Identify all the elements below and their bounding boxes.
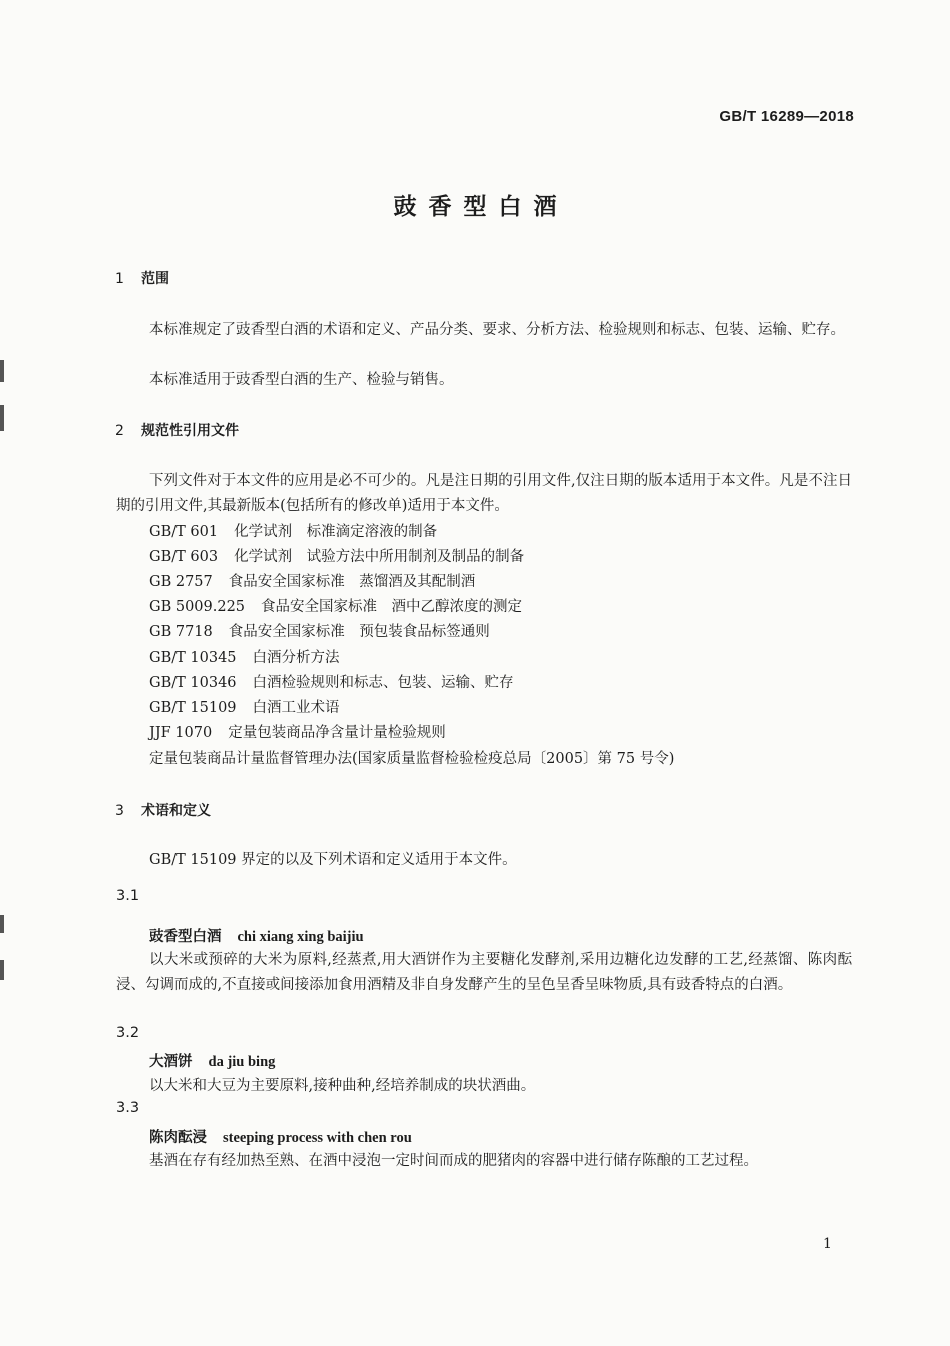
scope-paragraph-1: 本标准规定了豉香型白酒的术语和定义、产品分类、要求、分析方法、检验规则和标志、包装、运输、贮存。 [149,322,845,338]
page-number: 1 [823,1236,832,1252]
section-number: 1 [115,271,124,287]
clause-number: 3.1 [116,888,140,904]
reference-item: GB/T 10346 白酒检验规则和标志、包装、运输、贮存 [149,675,514,691]
term-heading: 豉香型白酒 chi xiang xing baijiu [149,929,364,945]
term-heading: 陈肉酝浸 steeping process with chen rou [149,1130,412,1146]
section-title: 规范性引用文件 [141,423,239,439]
term-definition: 以大米或预碎的大米为原料,经蒸煮,用大酒饼作为主要糖化发酵剂,采用边糖化边发酵的工艺,经蒸馏、陈肉酝浸、勾调而成的,不直接或间接添加食用酒精及非自身发酵产生的呈色呈香呈味物质,具有豉香特点的白酒。 [116,952,852,993]
section-title: 术语和定义 [141,803,211,819]
section-heading-normative-references [115,420,239,440]
reference-item: GB 2757 食品安全国家标准 蒸馏酒及其配制酒 [149,574,476,590]
standard-number: GB/T 16289—2018 [719,108,854,125]
section-heading-terms-definitions [115,800,211,820]
section-number: 3 [115,803,124,819]
reference-item: JJF 1070 定量包装商品净含量计量检验规则 [149,725,446,741]
document-title: 豉香型白酒 [393,194,569,220]
scan-edge-mark [0,915,4,933]
references-intro: 下列文件对于本文件的应用是必不可少的。凡是注日期的引用文件,仅注日期的版本适用于本文件。凡是不注日期的引用文件,其最新版本(包括所有的修改单)适用于本文件。 [116,473,852,514]
clause-number: 3.3 [116,1100,140,1116]
term-heading: 大酒饼 da jiu bing [149,1054,276,1070]
term-definition: 基酒在存有经加热至熟、在酒中浸泡一定时间而成的肥猪肉的容器中进行储存陈酿的工艺过程。 [149,1153,758,1169]
reference-item: GB 5009.225 食品安全国家标准 酒中乙醇浓度的测定 [149,599,523,615]
scope-paragraph-2: 本标准适用于豉香型白酒的生产、检验与销售。 [149,372,454,388]
reference-item: GB/T 601 化学试剂 标准滴定溶液的制备 [149,524,438,540]
section-title: 范围 [141,271,169,287]
reference-item: GB/T 15109 白酒工业术语 [149,700,340,716]
scan-edge-mark [0,960,4,980]
scan-edge-mark [0,360,4,382]
scan-edge-mark [0,405,4,431]
section-heading-scope [115,268,169,288]
clause-number: 3.2 [116,1025,140,1041]
section-number: 2 [115,423,124,439]
term-definition: 以大米和大豆为主要原料,接种曲种,经培养制成的块状酒曲。 [149,1078,536,1094]
reference-item: 定量包装商品计量监督管理办法(国家质量监督检验检疫总局〔2005〕第 75 号令) [149,751,675,767]
reference-item: GB/T 603 化学试剂 试验方法中所用制剂及制品的制备 [149,549,525,565]
reference-item: GB/T 10345 白酒分析方法 [149,650,340,666]
reference-item: GB 7718 食品安全国家标准 预包装食品标签通则 [149,624,490,640]
terms-intro: GB/T 15109 界定的以及下列术语和定义适用于本文件。 [149,852,517,868]
